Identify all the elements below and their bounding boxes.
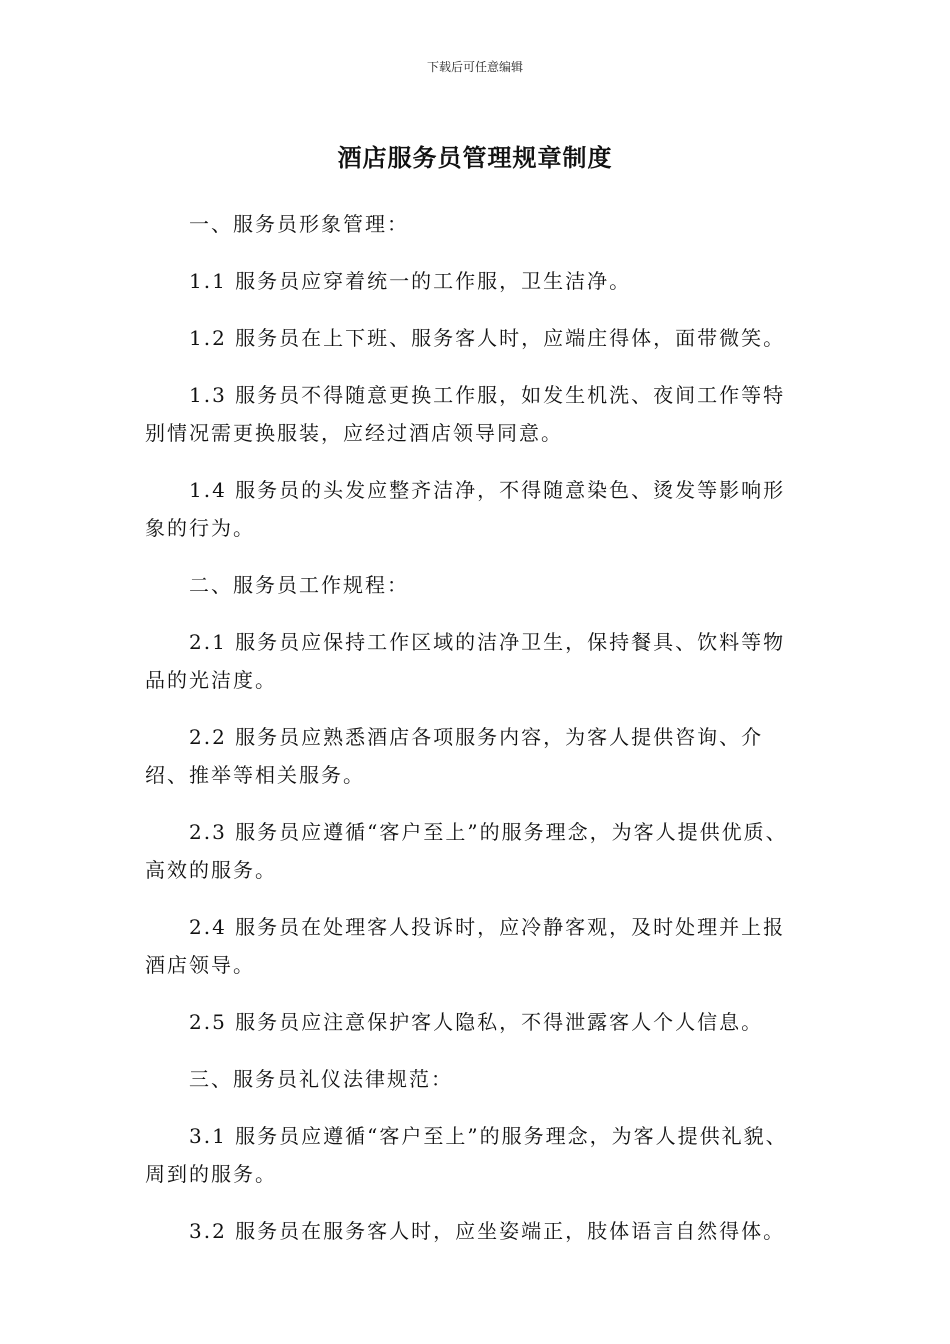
clause-2-3: 2.3 服务员应遵循“客户至上”的服务理念，为客人提供优质、高效的服务。 [145,820,788,882]
clause-3-1: 3.1 服务员应遵循“客户至上”的服务理念，为客人提供礼貌、周到的服务。 [145,1124,788,1186]
clause-1-2: 1.2 服务员在上下班、服务客人时，应端庄得体，面带微笑。 [189,326,786,350]
section-heading-1: 一、服务员形象管理： [189,212,409,236]
clause-2-1: 2.1 服务员应保持工作区域的洁净卫生，保持餐具、饮料等物品的光洁度。 [145,630,786,692]
document-body [145,205,805,1269]
section-heading-2: 二、服务员工作规程： [189,573,409,597]
clause-1-1: 1.1 服务员应穿着统一的工作服，卫生洁净。 [189,269,632,293]
clause-2-2: 2.2 服务员应熟悉酒店各项服务内容，为客人提供咨询、介绍、推举等相关服务。 [145,725,764,787]
clause-2-4: 2.4 服务员在处理客人投诉时，应冷静客观，及时处理并上报酒店领导。 [145,915,786,977]
clause-2-5: 2.5 服务员应注意保护客人隐私，不得泄露客人个人信息。 [189,1010,764,1034]
section-heading-3: 三、服务员礼仪法律规范： [189,1067,453,1091]
clause-1-4: 1.4 服务员的头发应整齐洁净，不得随意染色、烫发等影响形象的行为。 [145,478,786,540]
clause-3-2: 3.2 服务员在服务客人时，应坐姿端正，肢体语言自然得体。 [189,1219,786,1243]
clause-1-3: 1.3 服务员不得随意更换工作服，如发生机洗、夜间工作等特别情况需更换服装，应经过酒店领导同意。 [145,383,786,445]
document-title: 酒店服务员管理规章制度 [337,144,613,172]
header-note: 下载后可任意编辑 [426,60,523,74]
